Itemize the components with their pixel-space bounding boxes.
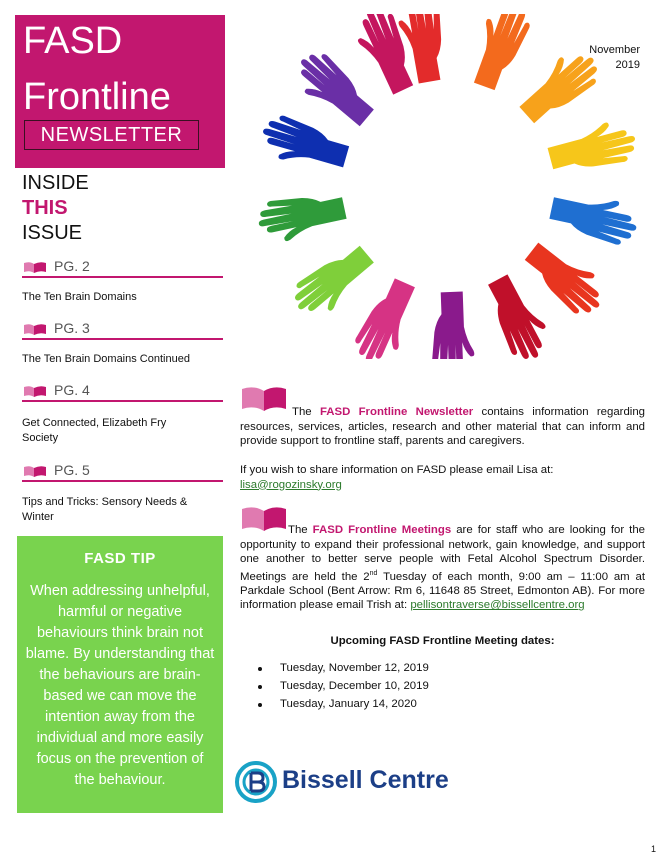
fasd-tip-box	[17, 536, 223, 813]
upcoming-heading: Upcoming FASD Frontline Meeting dates:	[330, 635, 555, 647]
newsletter-name: FASD Frontline Newsletter	[319, 406, 474, 418]
page-index-item-2	[22, 256, 223, 278]
page-marker-icon	[22, 260, 48, 274]
issue-year: 2019	[615, 59, 640, 71]
masthead-title-line2: Frontline	[23, 76, 171, 118]
page-index-item-5	[22, 460, 223, 482]
lisa-email-link[interactable]: lisa@rogozinsky.org	[240, 478, 342, 491]
meetings-the: The	[288, 524, 308, 536]
newsletter-text: contains information regarding resources, services, articles, research and other material that can inform and provide support to frontline staff, parents and caregivers.	[240, 406, 646, 447]
page-index-item-3	[22, 318, 223, 340]
page-index-label: PG. 2	[54, 258, 90, 274]
meetings-text-a: are for staff who are looking for the opportunity to expand their professional network, gain knowledge, and support one another to better serve people with Fetal Alcohol Spectrum Disorder. Meetings are held the 2	[240, 524, 646, 583]
bissell-centre-logo	[234, 760, 454, 804]
page-index-section: Tips and Tricks: Sensory Needs & Winter	[22, 496, 188, 523]
meetings-paragraph	[240, 523, 645, 613]
page-index-section: The Ten Brain Domains	[22, 291, 137, 303]
fasd-tip-heading: FASD TIP	[84, 550, 156, 567]
upcoming-date: Tuesday, December 10, 2019	[280, 680, 429, 692]
upcoming-date: Tuesday, November 12, 2019	[280, 662, 429, 674]
inside-line1: INSIDE	[22, 172, 89, 194]
newsletter-share-text: If you wish to share information on FASD please email Lisa at:	[240, 464, 554, 476]
page-marker-icon	[22, 384, 48, 398]
issue-date	[560, 43, 640, 73]
masthead	[15, 15, 225, 168]
meetings-sup: nd	[369, 569, 378, 577]
inside-line2: THIS	[22, 197, 68, 219]
newsletter-the: The	[292, 406, 312, 418]
page-index-label: PG. 3	[54, 320, 90, 336]
page-marker-icon	[22, 464, 48, 478]
trish-email-link[interactable]: pellisontraverse@bissellcentre.org	[410, 599, 585, 612]
page-index-section: Get Connected, Elizabeth Fry Society	[22, 417, 167, 444]
inside-this-issue	[22, 171, 89, 246]
page-marker-icon	[22, 322, 48, 336]
page-index-section: The Ten Brain Domains Continued	[22, 353, 190, 365]
masthead-title-line1: FASD	[23, 20, 123, 62]
fasd-tip-body: When addressing unhelpful, harmful or negative behaviours think brain not blame. By understanding that the behaviours are brain-based we can move the intention away from the individual and more easily focus on the prevention of the behaviour.	[25, 583, 215, 788]
page-index-label: PG. 4	[54, 382, 90, 398]
masthead-newsletter-tag: NEWSLETTER	[24, 120, 199, 150]
meetings-text-b: Tuesday of each month, 9:00 am – 11:00 am at Parkdale School (Bent Arrow: Rm 6, 11648 85 Street, Edmonton AB). For more information please email Trish at:	[240, 570, 645, 612]
page-index-label: PG. 5	[54, 462, 90, 478]
newsletter-share	[240, 463, 645, 492]
page-index-item-4	[22, 380, 223, 402]
bissell-logo-name: Bissell Centre	[282, 766, 449, 794]
upcoming-date: Tuesday, January 14, 2020	[280, 698, 417, 710]
page-number: 1	[651, 844, 657, 854]
meetings-name: FASD Frontline Meetings	[312, 524, 452, 536]
bissell-logo-icon	[234, 760, 278, 804]
newsletter-intro	[240, 405, 645, 449]
issue-month: November	[589, 44, 640, 56]
inside-line3: ISSUE	[22, 222, 83, 244]
